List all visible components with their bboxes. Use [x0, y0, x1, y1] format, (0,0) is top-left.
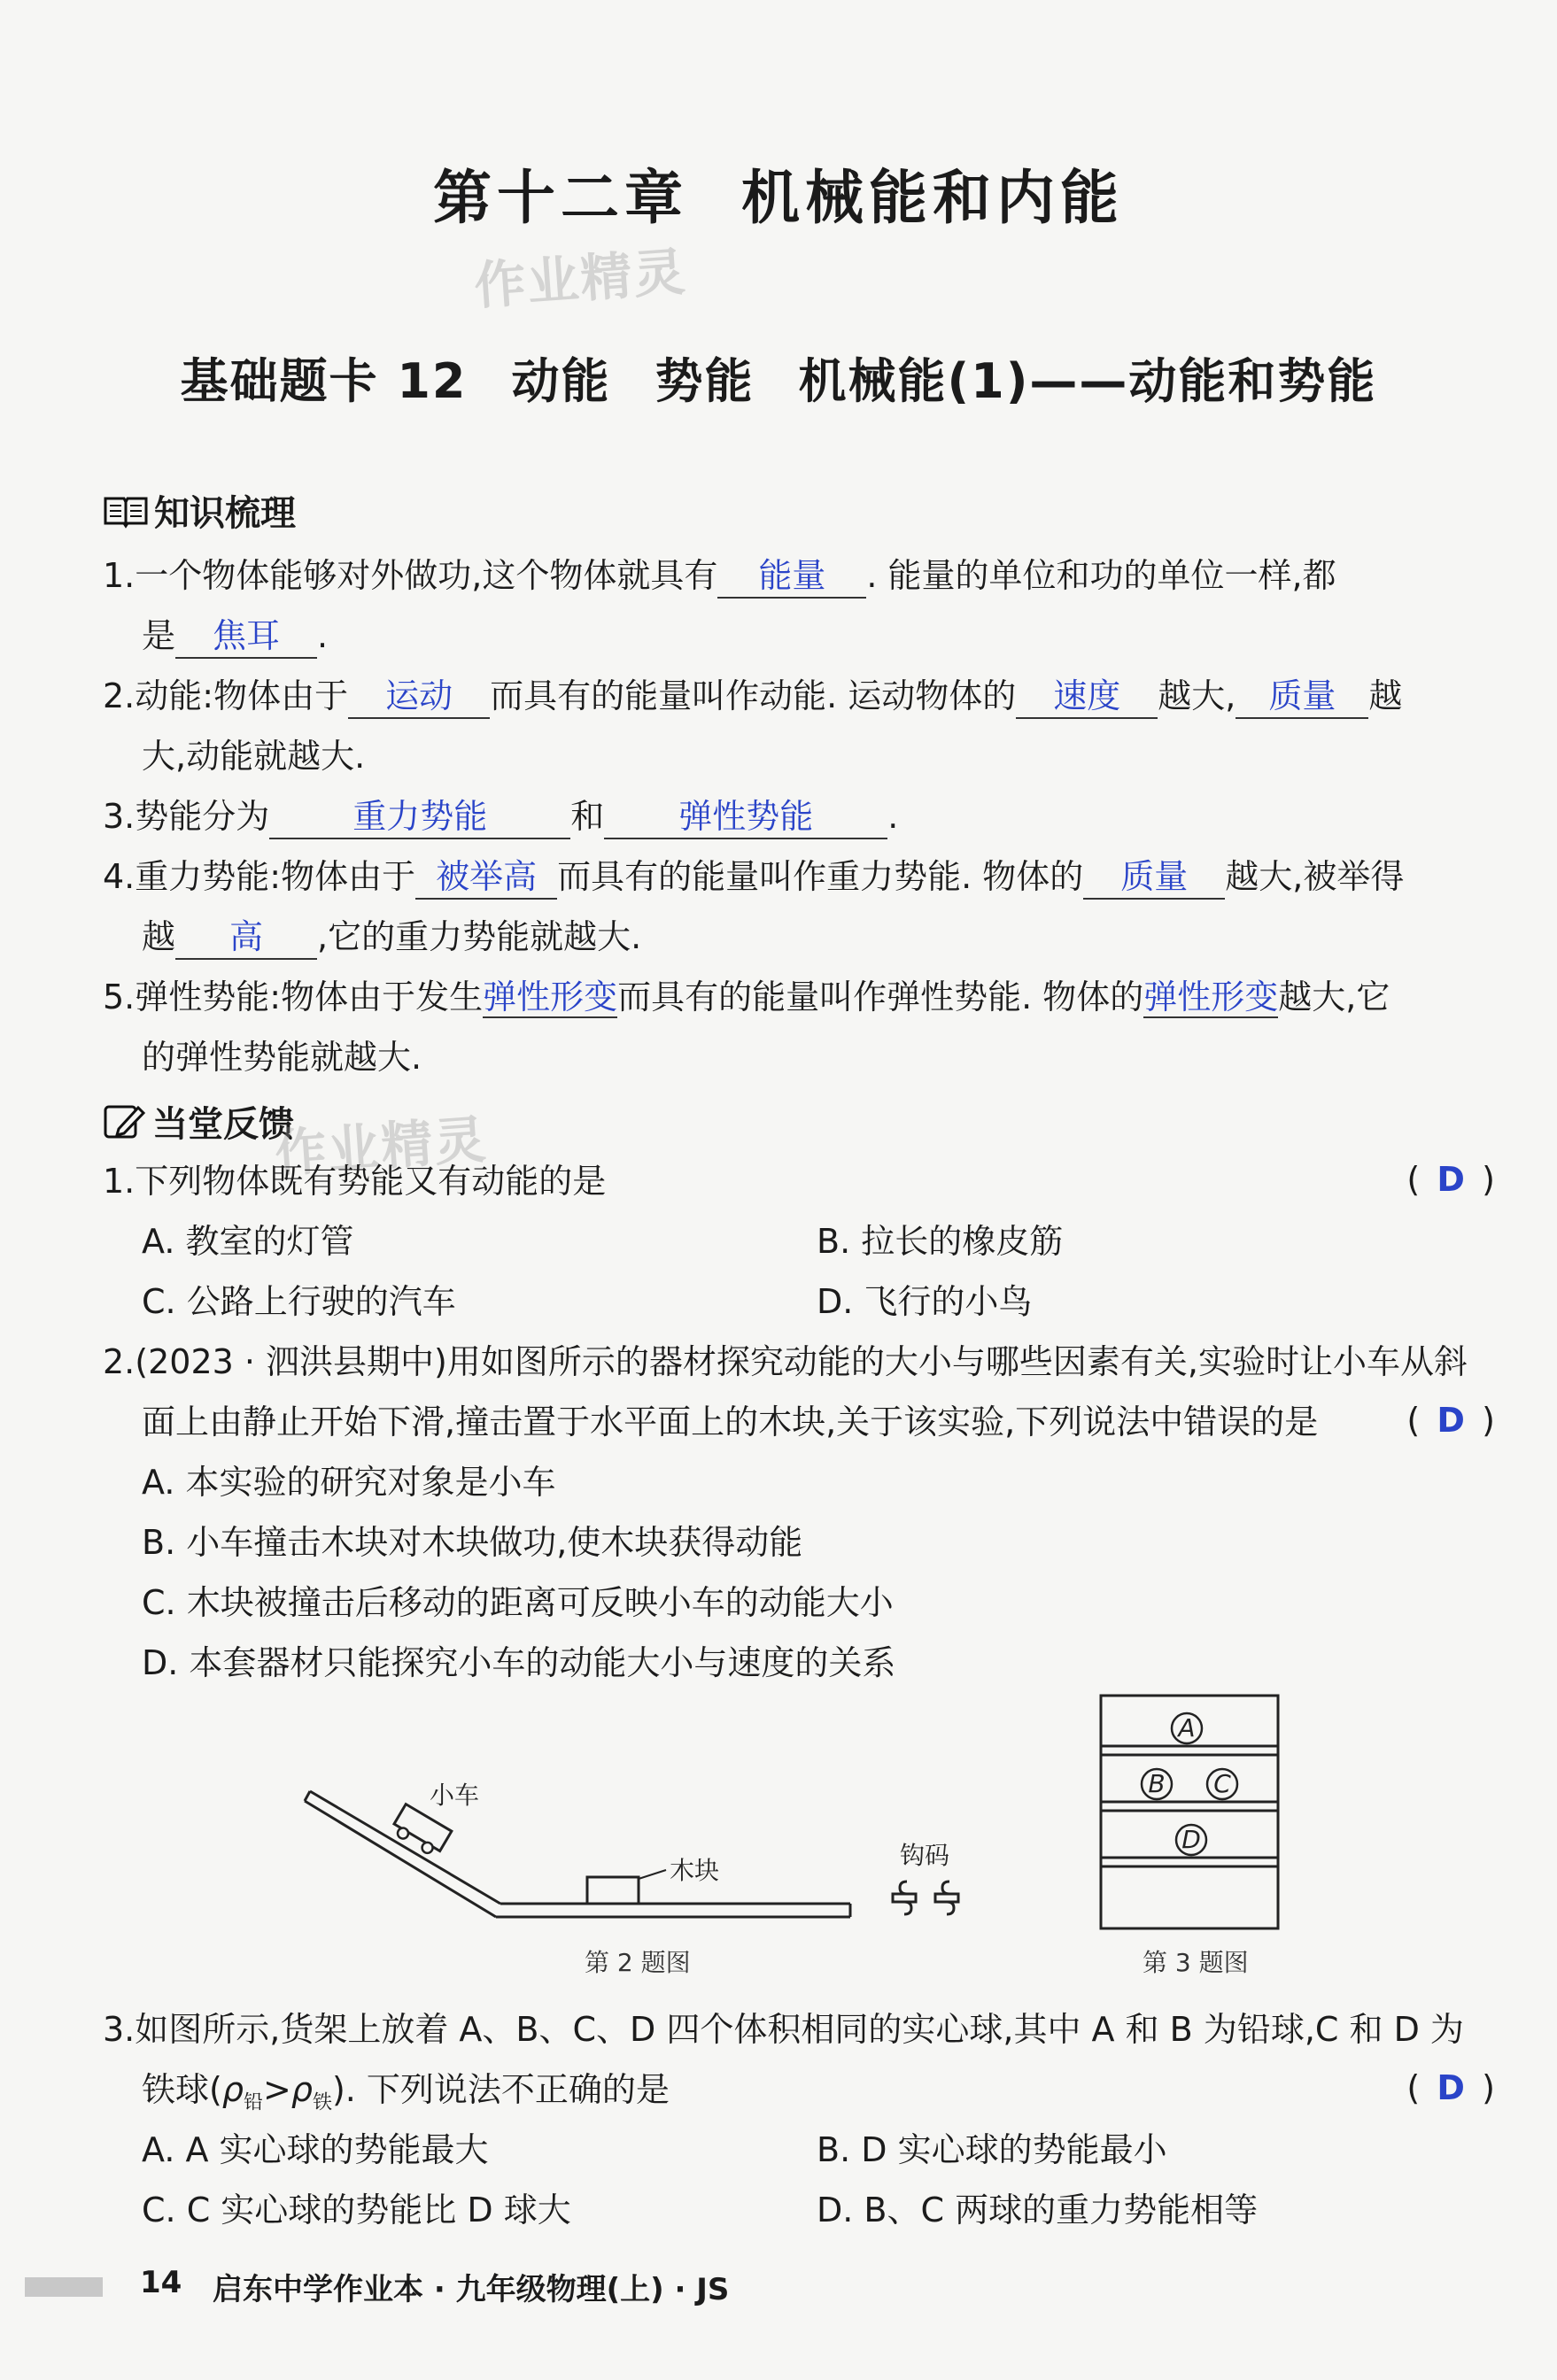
watermark: 作业精灵	[273, 1109, 490, 1185]
question-2-stem	[103, 1341, 1495, 1383]
option-b: B. D 实心球的势能最小	[817, 2130, 1167, 2169]
question-text: 如图所示,货架上放着 A、B、C、D 四个体积相同的实心球,其中 A 和 B 为铅球,C 和 D 为	[135, 2010, 1464, 2049]
item-text: 而具有的能量叫作重力势能. 物体的	[557, 857, 1084, 896]
footer-bar	[25, 2277, 103, 2297]
knowledge-item-4-cont	[142, 916, 1495, 960]
item-text: .	[317, 616, 329, 655]
section-topic-potential: 势能	[655, 353, 755, 409]
item-text: 一个物体能够对外做功,这个物体就具有	[135, 556, 718, 595]
item-number: 1.	[103, 556, 136, 595]
incline-end	[305, 1791, 310, 1801]
ball-a	[1172, 1713, 1202, 1743]
option-d: D. 本套器材只能探究小车的动能大小与速度的关系	[142, 1643, 896, 1682]
knowledge-item-1	[103, 554, 1495, 599]
feedback-heading	[103, 1096, 294, 1147]
chapter-name: 机械能和内能	[741, 164, 1124, 232]
item-text: 和	[570, 797, 605, 836]
knowledge-item-4	[103, 855, 1495, 900]
answer-blank: 速度	[1016, 675, 1158, 719]
greater-than: >	[262, 2070, 291, 2109]
question-text: ). 下列说法不正确的是	[331, 2070, 670, 2109]
answer-blank: 质量	[1083, 855, 1225, 900]
question-number: 3.	[103, 2010, 136, 2049]
section-card-number: 基础题卡 12	[180, 353, 468, 409]
answer-letter: D	[1437, 1160, 1465, 1199]
figure-3	[1101, 1696, 1278, 1928]
item-text: 动能:物体由于	[135, 676, 349, 715]
pencil-note-icon	[103, 1102, 147, 1141]
item-text: . 能量的单位和功的单位一样,都	[866, 556, 1336, 595]
figure-2-caption: 第 2 题图	[585, 1948, 691, 1977]
option-c: C. C 实心球的势能比 D 球大	[142, 2191, 571, 2229]
knowledge-heading-text: 知识梳理	[154, 493, 296, 534]
hook-weight-1	[893, 1882, 916, 1914]
question-1-stem	[103, 1160, 1495, 1202]
item-text: 越	[1368, 676, 1403, 715]
answer-blank: 焦耳	[175, 614, 317, 659]
item-text: 大,动能就越大.	[142, 737, 366, 776]
car-label: 小车	[430, 1781, 480, 1810]
item-text: 越大,	[1158, 676, 1236, 715]
ball-a-label: A	[1178, 1713, 1196, 1742]
block-label: 木块	[670, 1856, 720, 1885]
answer-blank: 被举高	[415, 855, 557, 900]
question-2-answer: ( D )	[1406, 1401, 1495, 1440]
item-number: 5.	[103, 978, 136, 1016]
ball-d-label: D	[1181, 1825, 1201, 1854]
item-number: 3.	[103, 797, 136, 836]
feedback-heading-text: 当堂反馈	[152, 1104, 294, 1145]
ball-c	[1207, 1769, 1237, 1799]
item-text: 是	[142, 616, 176, 655]
question-3-stem-cont	[142, 2068, 1495, 2125]
weights-label: 钩码	[900, 1841, 950, 1870]
figure-2	[305, 1781, 958, 1917]
answer-blank: 运动	[348, 675, 490, 719]
question-text: 面上由静止开始下滑,撞击置于水平面上的木块,关于该实验,下列说法中错误的是	[142, 1402, 1319, 1441]
knowledge-item-1-cont	[142, 614, 1495, 659]
knowledge-item-2-cont	[142, 735, 1495, 777]
question-number: 2.	[103, 1342, 136, 1381]
book-icon	[103, 493, 149, 529]
question-text: (2023 · 泗洪县期中)用如图所示的器材探究动能的大小与哪些因素有关,实验时让小车从斜	[135, 1342, 1468, 1381]
watermark: 作业精灵	[472, 241, 689, 317]
rho-symbol: ρ	[290, 2070, 313, 2109]
chapter-number: 第十二章	[433, 164, 688, 232]
option-d: D. 飞行的小鸟	[817, 1282, 1033, 1321]
question-2-stem-cont	[142, 1401, 1495, 1443]
answer-blank: 弹性势能	[604, 795, 887, 839]
rho-symbol: ρ	[221, 2070, 244, 2109]
ball-c-label: C	[1213, 1769, 1231, 1798]
knowledge-heading	[103, 485, 296, 536]
rho-subscript-lead: 铅	[243, 2091, 263, 2114]
answer-blank: 质量	[1236, 675, 1368, 719]
item-text: 越	[142, 917, 176, 956]
block-leader-line	[639, 1870, 666, 1879]
item-text: 越大,它	[1278, 978, 1390, 1016]
option-d: D. B、C 两球的重力势能相等	[817, 2191, 1259, 2229]
page-number: 14	[140, 2265, 182, 2300]
answer-letter: D	[1437, 1401, 1465, 1440]
question-text: 下列物体既有势能又有动能的是	[135, 1162, 607, 1201]
book-title: 启东中学作业本 · 九年级物理(上) · JS	[213, 2272, 730, 2307]
option-c: C. 公路上行驶的汽车	[142, 1282, 456, 1321]
knowledge-item-3	[103, 795, 1495, 839]
figure-3-caption: 第 3 题图	[1143, 1948, 1249, 1977]
option-b: B. 拉长的橡皮筋	[817, 1222, 1064, 1261]
answer-blank: 弹性形变	[1143, 978, 1279, 1016]
item-text: .	[887, 797, 899, 836]
wooden-block	[587, 1877, 639, 1904]
item-text: 越大,被举得	[1225, 857, 1405, 896]
rho-subscript-iron: 铁	[312, 2091, 332, 2114]
question-3-stem	[103, 2008, 1495, 2051]
question-number: 1.	[103, 1162, 136, 1201]
option-a: A. 本实验的研究对象是小车	[142, 1463, 556, 1502]
item-text: 而具有的能量叫作弹性势能. 物体的	[617, 978, 1144, 1016]
item-text: 势能分为	[135, 797, 270, 836]
option-a: A. A 实心球的势能最大	[142, 2130, 489, 2169]
item-number: 4.	[103, 857, 136, 896]
option-b: B. 小车撞击木块对木块做功,使木块获得动能	[142, 1523, 803, 1562]
question-text: 铁球(	[142, 2070, 222, 2109]
item-number: 2.	[103, 676, 136, 715]
question-1-answer: ( D )	[1406, 1160, 1495, 1199]
hook-weight-2	[935, 1882, 958, 1914]
figures-area	[0, 1682, 1557, 2001]
ball-b	[1142, 1769, 1172, 1799]
page-footer	[0, 2256, 1557, 2309]
item-text: 而具有的能量叫作动能. 运动物体的	[490, 676, 1017, 715]
section-title	[0, 344, 1557, 412]
item-text: 重力势能:物体由于	[135, 857, 416, 896]
answer-blank: 高	[175, 916, 317, 960]
answer-blank: 弹性形变	[483, 978, 618, 1016]
section-topic-kinetic: 动能	[511, 353, 611, 409]
answer-letter: D	[1437, 2068, 1465, 2107]
answer-blank: 能量	[717, 554, 866, 599]
item-text: 弹性势能:物体由于发生	[135, 978, 484, 1016]
ball-b-label: B	[1148, 1769, 1166, 1798]
option-c: C. 木块被撞击后移动的距离可反映小车的动能大小	[142, 1583, 894, 1622]
section-topic-mechanical: 机械能(1)——动能和势能	[798, 353, 1377, 409]
item-text: 的弹性势能就越大.	[142, 1038, 422, 1077]
knowledge-item-5	[103, 976, 1495, 1018]
knowledge-item-5-cont	[142, 1036, 1495, 1078]
knowledge-item-2	[103, 675, 1495, 719]
ball-d	[1176, 1825, 1206, 1855]
item-text: ,它的重力势能就越大.	[317, 917, 642, 956]
chapter-title	[0, 151, 1557, 235]
answer-blank: 重力势能	[269, 795, 570, 839]
option-a: A. 教室的灯管	[142, 1222, 354, 1261]
cart	[390, 1804, 452, 1859]
question-3-answer: ( D )	[1406, 2068, 1495, 2107]
